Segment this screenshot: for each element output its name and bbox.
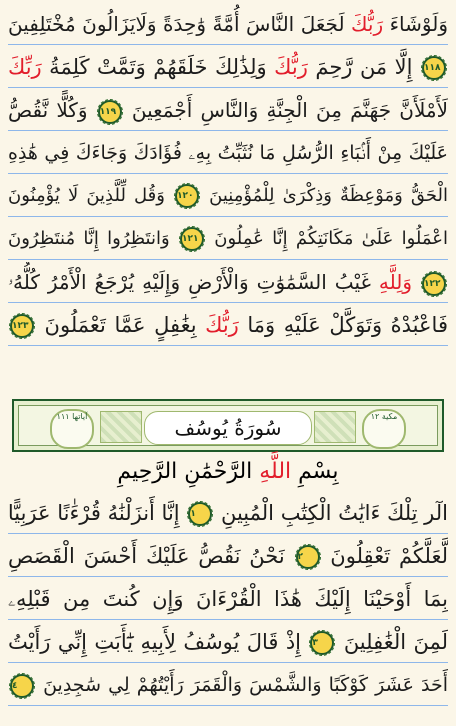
verse-top-line bbox=[8, 90, 448, 131]
ayah-number-marker: ١ bbox=[188, 502, 212, 526]
verse-bottom-line bbox=[8, 493, 448, 534]
verse-top-line bbox=[8, 262, 448, 303]
verse-text: أَحَدَ عَشَرَ كَوْكَبًا وَالشَّمْسَ وَالْقَمَرَ رَأَيْتُهُمْ لِي سَٰجِدِينَ bbox=[36, 674, 448, 696]
verse-bottom-line bbox=[8, 622, 448, 663]
ayah-number-marker: ١٢١ bbox=[180, 227, 204, 251]
verse-text: لَّعَلَّكُمْ تَعْقِلُونَ bbox=[321, 544, 448, 568]
verse-text: لَأَمْلَأَنَّ جَهَنَّمَ مِنَ الْجِنَّةِ وَالنَّاسِ أَجْمَعِينَ bbox=[123, 98, 448, 122]
verse-text: نَحْنُ نَقُصُّ عَلَيْكَ أَحْسَنَ الْقَصَصِ bbox=[8, 544, 294, 568]
verse-text: وَلِذَٰلِكَ خَلَقَهُمْ وَتَمَّتْ كَلِمَةُ bbox=[41, 55, 275, 79]
verse-top-line bbox=[8, 47, 448, 88]
surah-title: سُورَةُ يُوسُف bbox=[144, 411, 312, 445]
verse-top-line bbox=[8, 133, 448, 174]
ayah-number-marker: ١١٨ bbox=[422, 56, 446, 80]
verse-top-line bbox=[8, 219, 448, 260]
verse-text: اعْمَلُوا عَلَىٰ مَكَانَتِكُمْ إِنَّا عَٰمِلُونَ bbox=[205, 228, 448, 249]
verse-bottom-line bbox=[8, 536, 448, 577]
verse-text: الٓر تِلْكَ ءَايَٰتُ الْكِتَٰبِ الْمُبِينِ bbox=[214, 501, 448, 525]
verse-text: فَاعْبُدْهُ وَتَوَكَّلْ عَلَيْهِ وَمَا bbox=[238, 313, 448, 337]
verse-text: وَكُلًّا نَّقُصُّ bbox=[8, 98, 96, 122]
ayah-number-marker: ١٢٣ bbox=[10, 314, 34, 338]
verse-text: وَقُل لِّلَّذِينَ لَا يُؤْمِنُونَ bbox=[8, 185, 174, 206]
highlighted-word: رَبُّكَ bbox=[274, 55, 308, 79]
verse-text: بِغَٰفِلٍ عَمَّا تَعْمَلُونَ bbox=[36, 313, 206, 337]
verse-text: الْحَقُّ وَمَوْعِظَةٌ وَذِكْرَىٰ لِلْمُؤْمِنِينَ bbox=[201, 185, 448, 206]
verse-text: لَجَعَلَ النَّاسَ أُمَّةً وَٰحِدَةً وَلَايَزَالُونَ مُخْتَلِفِينَ bbox=[8, 12, 352, 36]
verse-text: عَلَيْكَ مِنْ أَنۢبَاءِ الرُّسُلِ مَا نُثَبِّتُ بِهِۦ فُؤَادَكَ وَجَاءَكَ فِي هَٰذِهِ bbox=[8, 142, 448, 164]
verse-text: لَمِنَ الْغَٰفِلِينَ bbox=[336, 630, 448, 654]
highlighted-word: رَبُّكَ bbox=[205, 313, 239, 337]
ayah-number-marker: ٢ bbox=[296, 545, 320, 569]
verse-text: إِنَّا أَنزَلْنَٰهُ قُرْءَٰنًا عَرَبِيًّا bbox=[8, 501, 187, 525]
basmala-text: بِسْمِ bbox=[291, 459, 339, 484]
verse-bottom-line bbox=[8, 579, 448, 620]
verse-top-line bbox=[8, 176, 448, 217]
highlighted-word: رَبُّكَ bbox=[351, 12, 384, 36]
verse-text: إِذْ قَالَ يُوسُفُ لِأَبِيهِ يَٰٓأَبَتِ إِنِّي رَأَيْتُ bbox=[8, 630, 309, 654]
ayah-number-marker: ١٢٢ bbox=[422, 272, 446, 296]
ayah-number-marker: ٣ bbox=[310, 631, 334, 655]
verse-text: وَانتَظِرُوا إِنَّا مُنتَظِرُونَ bbox=[8, 228, 178, 249]
banner-ornament-left bbox=[100, 411, 142, 443]
ayah-number-marker: ٤ bbox=[10, 674, 34, 698]
verse-text: وَلَوْشَاءَ bbox=[383, 12, 448, 36]
verse-top-line bbox=[8, 4, 448, 45]
verse-text: غَيْبُ السَّمَٰوَٰتِ وَالْأَرْضِ وَإِلَيْهِ يُرْجَعُ الْأَمْرُ كُلُّهُۥ bbox=[8, 270, 379, 294]
highlighted-word: وَلِلَّهِ bbox=[378, 270, 420, 294]
highlighted-word: رَبِّكَ bbox=[8, 55, 42, 79]
verse-count-info: آياتها ١١١ bbox=[50, 409, 94, 449]
ayah-number-marker: ١١٩ bbox=[98, 100, 122, 124]
basmala-text: الرَّحْمَٰنِ الرَّحِيمِ bbox=[117, 459, 260, 484]
verse-text: إِلَّا مَن رَّحِمَ bbox=[307, 55, 420, 79]
ayah-number-marker: ١٢٠ bbox=[175, 184, 199, 208]
surah-header-banner bbox=[12, 399, 444, 452]
basmala bbox=[0, 457, 456, 487]
banner-ornament-right bbox=[314, 411, 356, 443]
verse-top-line bbox=[8, 305, 448, 346]
verse-text: بِمَا أَوْحَيْنَا إِلَيْكَ هَٰذَا الْقُرْءَانَ وَإِن كُنتَ مِن قَبْلِهِۦ bbox=[8, 587, 448, 611]
basmala-highlight: اللَّهِ bbox=[259, 459, 292, 484]
revelation-info: مكية ١٢ bbox=[362, 409, 406, 449]
verse-bottom-line bbox=[8, 665, 448, 706]
